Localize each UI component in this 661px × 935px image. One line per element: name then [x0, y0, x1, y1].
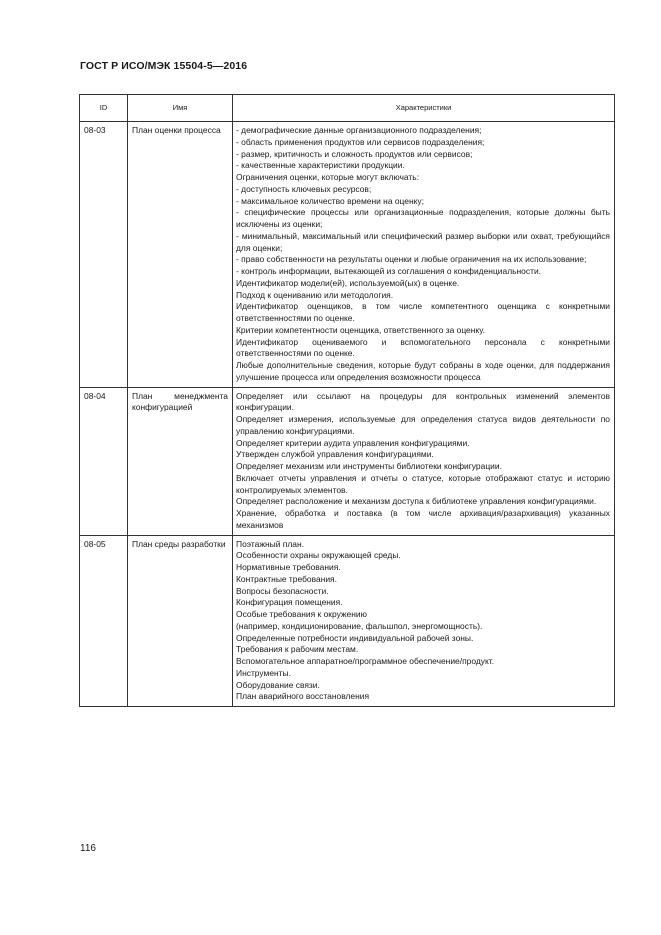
- column-header-characteristics: Характеристики: [233, 95, 615, 122]
- document-header: ГОСТ Р ИСО/МЭК 15504-5—2016: [80, 60, 248, 72]
- cell-id: 08-05: [80, 535, 128, 707]
- table-row: [80, 122, 615, 388]
- characteristic-line: - специфические процессы или организационные подразделения, которые должны быть исключены из оценки;: [236, 207, 610, 229]
- column-header-id: ID: [80, 95, 128, 122]
- characteristic-line: Требования к рабочим местам.: [236, 644, 359, 655]
- characteristic-line: Ограничения оценки, которые могут включать:: [236, 172, 420, 182]
- cell-characteristics: [233, 387, 615, 535]
- table-row: [80, 535, 615, 707]
- cell-characteristics: [233, 122, 615, 388]
- characteristic-line: Определяет расположение и механизм доступа к библиотеке управления конфигурациями.: [236, 496, 597, 507]
- characteristic-line: - демографические данные организационного подразделения;: [236, 125, 482, 135]
- characteristic-line: Определенные потребности индивидуальной рабочей зоны.: [236, 632, 474, 643]
- characteristic-line: Инструменты.: [236, 667, 291, 678]
- characteristic-line: Вопросы безопасности.: [236, 585, 329, 596]
- characteristic-line: Идентификатор оцениваемого и вспомогательного персонала с конкретными ответственностями по оценке.: [236, 336, 610, 359]
- characteristic-line: - доступность ключевых ресурсов;: [236, 183, 372, 194]
- page-number: 116: [80, 843, 96, 854]
- characteristic-line: Критерии компетентности оценщика, ответственного за оценку.: [236, 324, 485, 335]
- table-row: [80, 387, 615, 535]
- cell-name: План менеджмента конфигурацией: [128, 387, 233, 535]
- characteristic-line: Идентификатор оценщиков, в том числе компетентного оценщика с конкретными ответственностями по оценке.: [236, 301, 610, 323]
- characteristic-line: (например, кондиционирование, фальшпол, энергомощность).: [236, 620, 483, 631]
- characteristic-line: - контроль информации, вытекающей из соглашения о конфиденциальности.: [236, 266, 542, 276]
- characteristic-line: - право собственности на результаты оценки и любые ограничения на их использование;: [236, 254, 587, 265]
- table-header-row: [80, 95, 615, 122]
- characteristic-line: Определяет критерии аудита управления конфигурациями.: [236, 437, 470, 448]
- characteristic-line: Любые дополнительные сведения, которые будут собраны в ходе оценки, для поддержания улучшение процесса или определения возможности процесса: [236, 360, 610, 382]
- characteristic-line: - минимальный, максимальный или специфический размер выборки или охват, требующийся для оценки;: [236, 230, 610, 253]
- column-header-name: Имя: [128, 95, 233, 122]
- characteristic-line: Конфигурация помещения.: [236, 597, 343, 608]
- characteristic-line: - максимальное количество времени на оценку;: [236, 195, 424, 206]
- cell-id: 08-03: [80, 122, 128, 388]
- characteristic-line: Утвержден службой управления конфигурациями.: [236, 449, 434, 460]
- characteristic-line: Особенности охраны окружающей среды.: [236, 550, 401, 561]
- characteristic-line: - область применения продуктов или сервисов подразделения;: [236, 136, 485, 147]
- characteristic-line: Определяет измерения, используемые для определения статуса видов деятельности по управлению конфигурациями.: [236, 414, 610, 436]
- characteristic-line: - качественные характеристики продукции.: [236, 160, 405, 171]
- characteristics-table: [79, 94, 615, 707]
- characteristic-line: Контрактные требования.: [236, 573, 337, 584]
- characteristic-line: Хранение, обработка и поставка (в том числе архивация/разархивация) указанных механизмов: [236, 508, 610, 530]
- cell-name: План среды разработки: [128, 535, 233, 707]
- characteristic-line: Особые требования к окружению: [236, 609, 367, 619]
- characteristic-line: Оборудование связи.: [236, 679, 320, 690]
- characteristic-line: Включает отчеты управления и отчеты о статусе, которые отображают статус и историю контролируемых элементов.: [236, 472, 610, 495]
- characteristic-line: Нормативные требования.: [236, 562, 341, 572]
- characteristic-line: План аварийного восстановления: [236, 691, 370, 702]
- cell-characteristics: [233, 535, 615, 707]
- cell-name: План оценки процесса: [128, 122, 233, 388]
- characteristic-line: Идентификатор модели(ей), используемой(ых) в оценке.: [236, 277, 460, 288]
- characteristic-line: Вспомогательное аппаратное/программное обеспечение/продукт.: [236, 656, 495, 666]
- characteristic-line: Определяет механизм или инструменты библиотеки конфигурации.: [236, 461, 502, 471]
- cell-id: 08-04: [80, 387, 128, 535]
- characteristic-line: Поэтажный план.: [236, 538, 304, 549]
- characteristic-line: Определяет или ссылают на процедуры для контрольных изменений элементов конфигурации.: [236, 390, 610, 413]
- characteristic-line: Подход к оцениванию или методология.: [236, 289, 394, 300]
- characteristic-line: - размер, критичность и сложность продуктов или сервисов;: [236, 148, 473, 159]
